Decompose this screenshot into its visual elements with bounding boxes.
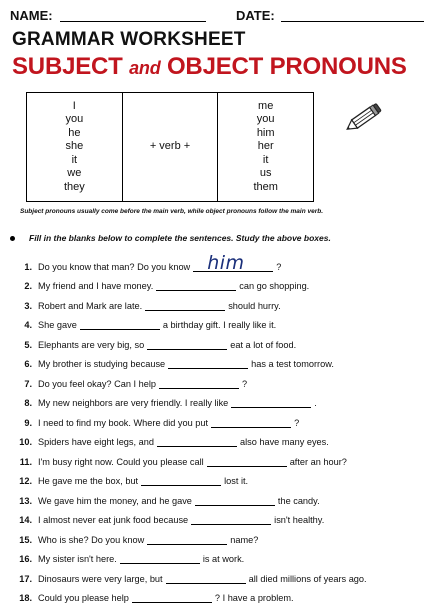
subject-pronoun: she — [65, 140, 84, 153]
question-number: 14. — [19, 515, 32, 525]
object-pronoun: us — [259, 167, 272, 180]
question-text-before: Elephants are very big, so — [38, 339, 145, 350]
subject-pronoun: he — [68, 126, 81, 139]
question-number: 6. — [24, 359, 32, 369]
bullet-icon — [10, 236, 15, 241]
answer-blank[interactable] — [195, 495, 275, 506]
question-item — [10, 447, 426, 467]
object-pronoun: it — [262, 153, 269, 166]
question-text-before: Could you please help — [38, 593, 129, 603]
answer-blank[interactable] — [159, 378, 239, 389]
answer-blank[interactable] — [80, 319, 160, 330]
question-text-before: Robert and Mark are late. — [38, 300, 143, 311]
question-text-before: Dinosaurs were very large, but — [38, 573, 163, 584]
question-text-after: ? — [276, 261, 282, 272]
question-text-after: ? I have a problem. — [214, 593, 294, 603]
question-number: 17. — [19, 573, 32, 584]
object-pronoun: you — [256, 113, 275, 126]
question-number: 5. — [24, 339, 32, 350]
question-item — [10, 350, 426, 370]
grammar-note: Subject pronouns usually come before the main verb, while object pronouns follow the main verb. — [20, 208, 324, 215]
question-item — [10, 525, 426, 545]
question-text-before: My sister isn't here. — [38, 554, 117, 564]
object-pronoun: them — [253, 180, 278, 193]
question-number: 1. — [24, 261, 32, 272]
question-text-after: is at work. — [202, 554, 245, 564]
question-text-after: after an hour? — [289, 456, 347, 467]
topic-part-subject: SUBJECT — [12, 53, 130, 80]
question-text-before: He gave me the box, but — [38, 476, 139, 486]
answer-blank[interactable] — [231, 397, 311, 408]
question-text-before: Spiders have eight legs, and — [38, 437, 154, 447]
topic-part-and: and — [129, 58, 161, 78]
question-text-after: ? — [294, 417, 300, 428]
question-number: 3. — [24, 300, 32, 311]
topic-part-object: OBJECT PRONOUNS — [160, 53, 407, 80]
subject-pronoun: you — [65, 113, 84, 126]
question-item — [10, 486, 426, 506]
question-number: 12. — [19, 476, 32, 486]
instructions-text: Fill in the blanks below to complete the sentences. Study the above boxes. — [29, 233, 331, 243]
date-label: DATE: — [236, 8, 275, 23]
answer-blank[interactable] — [166, 573, 246, 584]
question-text-after: ? — [241, 378, 248, 389]
question-text-before: Do you know that man? Do you know — [38, 261, 191, 272]
subject-pronoun: it — [71, 153, 78, 166]
question-number: 4. — [24, 320, 32, 330]
question-item — [10, 467, 426, 487]
answer-blank[interactable] — [141, 475, 221, 486]
question-text-before: I'm busy right now. Could you please call — [38, 456, 204, 467]
question-item — [10, 389, 426, 409]
question-item — [10, 564, 426, 584]
subject-pronoun: we — [67, 167, 82, 180]
answer-blank[interactable] — [193, 251, 273, 274]
verb-label: + verb + — [149, 140, 191, 153]
question-text-after: lost it. — [224, 476, 249, 486]
answer-blank[interactable] — [211, 417, 291, 428]
question-item — [10, 311, 426, 331]
answer-blank[interactable] — [147, 339, 227, 350]
question-item — [10, 369, 426, 389]
question-text-before: My friend and I have money. — [38, 281, 154, 291]
worksheet-title: GRAMMAR WORKSHEET — [12, 29, 246, 50]
question-text-before: I need to find my book. Where did you put — [38, 417, 209, 428]
question-text-after: . — [314, 398, 317, 408]
object-pronouns-column — [217, 93, 313, 201]
question-text-before: My brother is studying because — [38, 359, 166, 369]
instructions — [10, 233, 331, 243]
question-text-after: eat a lot of food. — [230, 339, 297, 350]
answer-blank[interactable] — [157, 436, 237, 447]
answer-blank[interactable] — [191, 514, 271, 525]
question-number: 7. — [24, 378, 32, 389]
question-item — [10, 252, 426, 272]
subject-pronouns-column — [27, 93, 122, 201]
question-item — [10, 330, 426, 350]
question-text-after: should hurry. — [228, 300, 281, 311]
question-text-after: the candy. — [277, 495, 320, 506]
header — [10, 6, 422, 26]
question-text-after: also have many eyes. — [239, 437, 329, 447]
question-number: 16. — [19, 554, 32, 564]
question-item — [10, 291, 426, 311]
question-text-after: all died millions of years ago. — [248, 573, 367, 584]
pencil-icon — [346, 96, 386, 136]
question-text-after: has a test tomorrow. — [251, 359, 334, 369]
question-item — [10, 545, 426, 565]
question-text-before: I almost never eat junk food because — [38, 515, 189, 525]
question-number: 18. — [19, 593, 32, 603]
question-item — [10, 584, 426, 604]
answer-blank[interactable] — [168, 358, 248, 369]
question-text-after: a birthday gift. I really like it. — [162, 320, 277, 330]
subject-pronoun: I — [72, 99, 76, 112]
question-number: 8. — [24, 398, 32, 408]
question-item — [10, 272, 426, 292]
question-item — [10, 506, 426, 526]
verb-column — [122, 93, 218, 201]
question-text-before: Who is she? Do you know — [38, 534, 145, 545]
question-item — [10, 428, 426, 448]
question-text-after: isn't healthy. — [274, 515, 325, 525]
name-field[interactable] — [60, 21, 206, 22]
question-list — [10, 252, 426, 603]
object-pronoun: him — [256, 126, 275, 139]
answer-blank[interactable] — [156, 280, 236, 291]
date-field[interactable] — [281, 21, 424, 22]
question-number: 13. — [19, 495, 32, 506]
topic-title — [12, 53, 407, 81]
question-item — [10, 408, 426, 428]
question-text-after: name? — [230, 534, 259, 545]
subject-pronoun: they — [63, 180, 85, 193]
name-label: NAME: — [10, 8, 53, 23]
answer-blank[interactable] — [207, 456, 287, 467]
pronoun-table — [26, 92, 314, 202]
object-pronoun: her — [257, 140, 274, 153]
answer-blank[interactable] — [147, 534, 227, 545]
question-text-before: We gave him the money, and he gave — [38, 495, 192, 506]
answer-blank[interactable] — [120, 553, 200, 564]
question-text-after: can go shopping. — [239, 281, 310, 291]
answer-blank[interactable] — [145, 300, 225, 311]
answer-blank[interactable] — [132, 592, 212, 603]
question-number: 11. — [19, 456, 32, 467]
question-text-before: My new neighbors are very friendly. I really like — [38, 398, 229, 408]
object-pronoun: me — [258, 99, 274, 112]
handwritten-answer: him — [207, 251, 245, 274]
question-text-before: She gave — [38, 320, 77, 330]
question-number: 10. — [19, 437, 32, 447]
question-number: 9. — [24, 417, 32, 428]
question-number: 2. — [24, 281, 32, 291]
question-number: 15. — [19, 534, 32, 545]
question-text-before: Do you feel okay? Can I help — [38, 378, 156, 389]
